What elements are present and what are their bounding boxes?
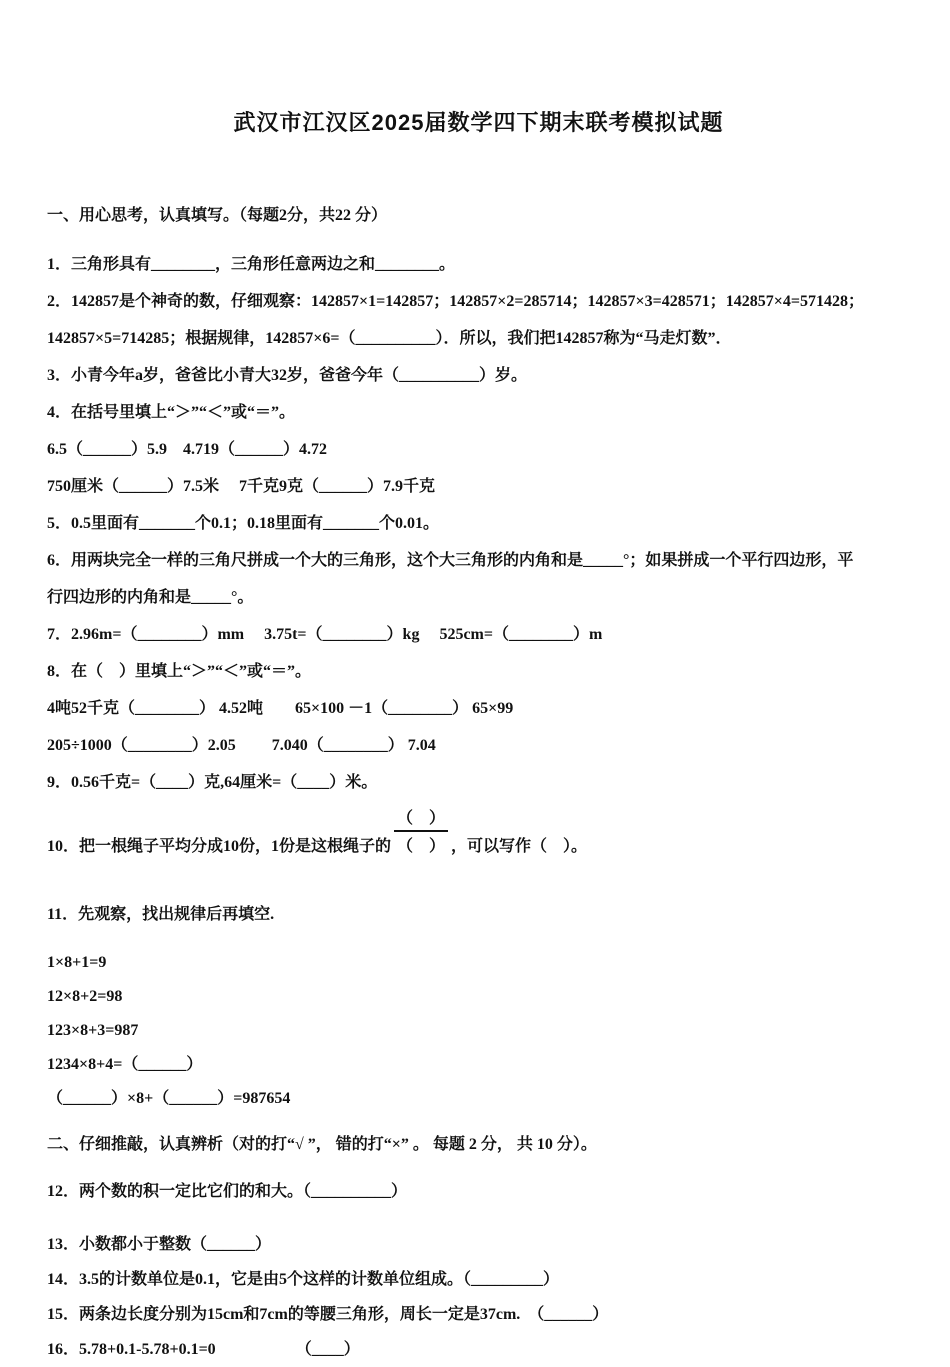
- question-line: 142857×5=714285；根据规律，142857×6=（__________）．所以，我们把142857称为“马走灯数”．: [47, 330, 732, 347]
- fraction-blank: [394, 805, 448, 856]
- question-line: 行四边形的内角和是_____°。: [47, 589, 254, 606]
- question-16: [47, 1332, 910, 1367]
- section2-heading: 二、仔细推敲，认真辨析（对的打“√ ”， 错的打“×” 。 每题 2 分， 共 10 分）。: [47, 1136, 597, 1153]
- question-line: 8．在（ ）里填上“＞”“＜”或“＝”。: [47, 663, 312, 680]
- question-line: 6．用两块完全一样的三角尺拼成一个大的三角形，这个大三角形的内角和是_____°；如果拼成一个平行四边形，平: [47, 552, 854, 569]
- question-line: 4．在括号里填上“＞”“＜”或“＝”。: [47, 404, 296, 421]
- question-11-pattern-rows: [47, 946, 910, 1116]
- question-line: 7．2.96m=（________）mm 3.75t=（________）kg 525cm=（________）m: [47, 626, 603, 643]
- question-line: 4吨52千克（________） 4.52吨 65×100 －1（________） 65×99: [47, 700, 514, 717]
- section1-questions: [47, 246, 910, 801]
- question-line: 1×8+1=9: [47, 954, 107, 971]
- question-10: [47, 801, 910, 856]
- fraction-numerator-blank: （ ）: [394, 805, 448, 832]
- question-line: 123×8+3=987: [47, 1022, 139, 1039]
- question-line: 205÷1000（________）2.05 7.040（________） 7.04: [47, 737, 436, 754]
- question-line: 2．142857是个神奇的数，仔细观察：142857×1=142857；142857×2=285714；142857×3=428571；142857×4=571428；: [47, 293, 864, 310]
- question-line: 9．0.56千克=（____）克,64厘米=（____）米。: [47, 774, 378, 791]
- section1-heading: 一、用心思考，认真填写。（每题2分，共22 分）: [47, 207, 388, 224]
- question-10-prefix: 10．把一根绳子平均分成10份，1份是这根绳子的: [47, 838, 392, 855]
- question-line: 750厘米（______）7.5米 7千克9克（______）7.9千克: [47, 478, 436, 495]
- question-10-suffix: ，可以写作（ ）。: [451, 838, 588, 855]
- question-line: 13．小数都小于整数（______）: [47, 1236, 272, 1253]
- question-16-answer-blank: （____）: [295, 1341, 360, 1358]
- question-line: 12×8+2=98: [47, 988, 123, 1005]
- question-line: 6.5（______）5.9 4.719（______）4.72: [47, 441, 328, 458]
- question-line: 1234×8+4=（______）: [47, 1056, 203, 1073]
- page-title: 武汉市江汉区2025届数学四下期末联考模拟试题: [233, 110, 724, 135]
- question-line: 3．小青今年a岁，爸爸比小青大32岁，爸爸今年（__________）岁。: [47, 367, 528, 384]
- question-line: 1．三角形具有________，三角形任意两边之和________。: [47, 256, 456, 273]
- question-line: 15．两条边长度分别为15cm和7cm的等腰三角形，周长一定是37cm. （______）: [47, 1306, 609, 1323]
- question-16-expression: 16．5.78+0.1-5.78+0.1=0: [47, 1341, 216, 1358]
- question-line: 5．0.5里面有_______个0.1；0.18里面有_______个0.01。: [47, 515, 440, 532]
- question-line: （______）×8+（______）=987654: [47, 1090, 291, 1107]
- question-11-intro: 11．先观察，找出规律后再填空.: [47, 906, 275, 923]
- question-line: 14．3.5的计数单位是0.1，它是由5个这样的计数单位组成。（_________）: [47, 1271, 560, 1288]
- fraction-denominator-blank: （ ）: [397, 838, 446, 855]
- section2-questions: [47, 1174, 910, 1332]
- question-line: 12．两个数的积一定比它们的和大。（__________）: [47, 1183, 408, 1200]
